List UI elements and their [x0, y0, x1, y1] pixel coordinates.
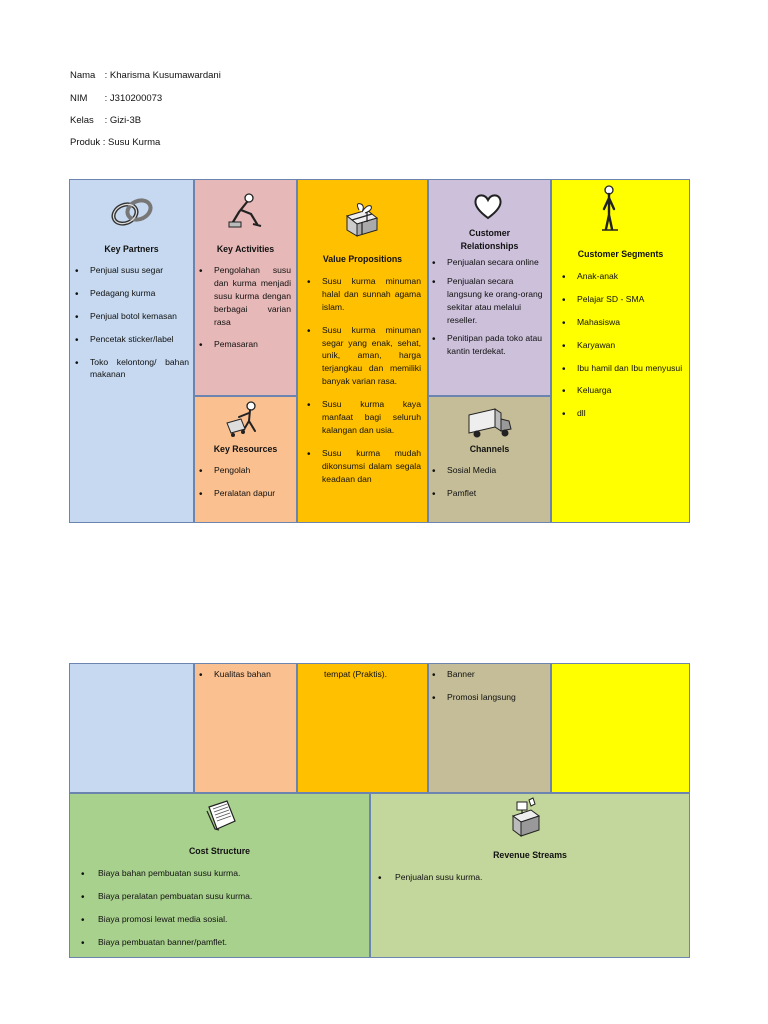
list-item: • Penitipan pada toko atau kantin terdekat.: [429, 332, 546, 358]
customer-relationships-block: [428, 179, 551, 396]
key-activities-block: [194, 179, 297, 396]
key-resources-continued-list: [196, 668, 292, 691]
cost-structure-block: [69, 793, 370, 958]
list-item: • Promosi langsung: [429, 691, 546, 704]
channels-continued-list: [429, 668, 546, 714]
heart-icon: [473, 192, 503, 220]
list-item: • Pedagang kurma: [72, 287, 189, 300]
list-item: • Pengolahan susu dan kurma menjadi susu kurma dengan berbagai varian rasa: [196, 264, 291, 328]
list-item: • Susu kurma mudah dikonsumsi dalam segala keadaan dan: [304, 447, 421, 486]
customer-segments-block: [551, 179, 690, 523]
cash-register-icon: [509, 796, 543, 838]
list-item: • Keluarga: [559, 384, 683, 397]
list-item: • Penjualan susu kurma.: [375, 871, 683, 884]
list-item: • Penjualan secara langsung ke orang-orang sekitar atau melalui reseller.: [429, 275, 546, 327]
list-item: • Toko kelontong/ bahan makanan: [72, 356, 189, 382]
channels-block: [428, 396, 551, 523]
nim-label: NIM: [70, 93, 88, 104]
list-item: • Pencetak sticker/label: [72, 333, 189, 346]
nama-line: [70, 70, 221, 81]
list-item: • Susu kurma kaya manfaat bagi seluruh kalangan dan usia.: [304, 398, 421, 437]
customer-segments-continued: [551, 663, 690, 793]
list-item: • Pelajar SD - SMA: [559, 293, 683, 306]
nim-line: [70, 93, 162, 104]
list-item: • Karyawan: [559, 339, 683, 352]
worker-with-cart-icon: [225, 401, 265, 439]
key-resources-list: [196, 464, 292, 510]
revenue-streams-title: Revenue Streams: [493, 850, 567, 860]
revenue-streams-block: [370, 793, 690, 958]
kelas-value: : Gizi-3B: [104, 115, 142, 126]
list-item: • Banner: [429, 668, 546, 681]
nama-value: : Kharisma Kusumawardani: [104, 70, 221, 81]
produk-value: : Susu Kurma: [102, 137, 161, 148]
key-partners-continued: [69, 663, 194, 793]
receipt-icon: [203, 799, 239, 833]
list-item: • Penjual susu segar: [72, 264, 189, 277]
person-standing-icon: [598, 185, 622, 233]
nim-value: : J310200073: [104, 93, 163, 104]
delivery-truck-icon: [467, 405, 513, 441]
key-resources-continued: [194, 663, 297, 793]
key-resources-block: [194, 396, 297, 523]
value-propositions-block: [297, 179, 428, 523]
list-item: • Ibu hamil dan Ibu menyusui: [559, 362, 683, 375]
kelas-line: [70, 115, 141, 126]
list-item: • Susu kurma minuman segar yang enak, sehat, unik, aman, harga terjangkau dan memiliki banyak varian rasa.: [304, 324, 421, 388]
cost-structure-list: [78, 867, 363, 959]
list-item: • Kualitas bahan: [196, 668, 292, 681]
produk-label: Produk: [70, 137, 101, 148]
list-item: • Biaya promosi lewat media sosial.: [78, 913, 363, 926]
list-item: • Sosial Media: [429, 464, 546, 477]
key-partners-block: [69, 179, 194, 523]
kelas-label: Kelas: [70, 115, 94, 126]
channels-continued: [428, 663, 551, 793]
nama-label: Nama: [70, 70, 96, 81]
chain-link-icon: [110, 195, 154, 229]
channels-title: Channels: [469, 444, 510, 454]
list-item: • Susu kurma minuman halal dan sunnah agama islam.: [304, 275, 421, 314]
customer-segments-list: [559, 270, 683, 430]
channels-list: [429, 464, 546, 510]
list-item: • Biaya bahan pembuatan susu kurma.: [78, 867, 363, 880]
list-item: • Penjual botol kemasan: [72, 310, 189, 323]
list-item: • Pengolah: [196, 464, 292, 477]
list-item: • Biaya pembuatan banner/pamflet.: [78, 936, 363, 949]
customer-relationships-list: [429, 256, 546, 368]
key-activities-title: Key Activities: [216, 244, 275, 254]
key-resources-title: Key Resources: [213, 444, 278, 454]
list-item: • dll: [559, 407, 683, 420]
customer-segments-title: Customer Segments: [577, 249, 664, 259]
key-partners-title: Key Partners: [104, 244, 159, 254]
cost-structure-title: Cost Structure: [188, 846, 251, 856]
list-item: • Pamflet: [429, 487, 546, 500]
value-propositions-title: Value Propositions: [322, 254, 403, 264]
value-propositions-continued: [297, 663, 428, 793]
worker-icon: [227, 192, 263, 230]
value-propositions-continued-text: tempat (Praktis).: [324, 669, 388, 679]
key-activities-list: [196, 264, 291, 361]
produk-line: [70, 137, 160, 148]
key-partners-list: [72, 264, 189, 391]
list-item: • Penjualan secara online: [429, 256, 546, 269]
list-item: • Biaya peralatan pembuatan susu kurma.: [78, 890, 363, 903]
list-item: • Peralatan dapur: [196, 487, 292, 500]
list-item: • Mahasiswa: [559, 316, 683, 329]
list-item: • Pemasaran: [196, 338, 291, 351]
list-item: • Anak-anak: [559, 270, 683, 283]
revenue-streams-list: [375, 871, 683, 894]
gift-box-icon: [341, 200, 381, 238]
customer-relationships-title: Customer Relationships: [460, 228, 519, 251]
value-propositions-list: [304, 275, 421, 495]
